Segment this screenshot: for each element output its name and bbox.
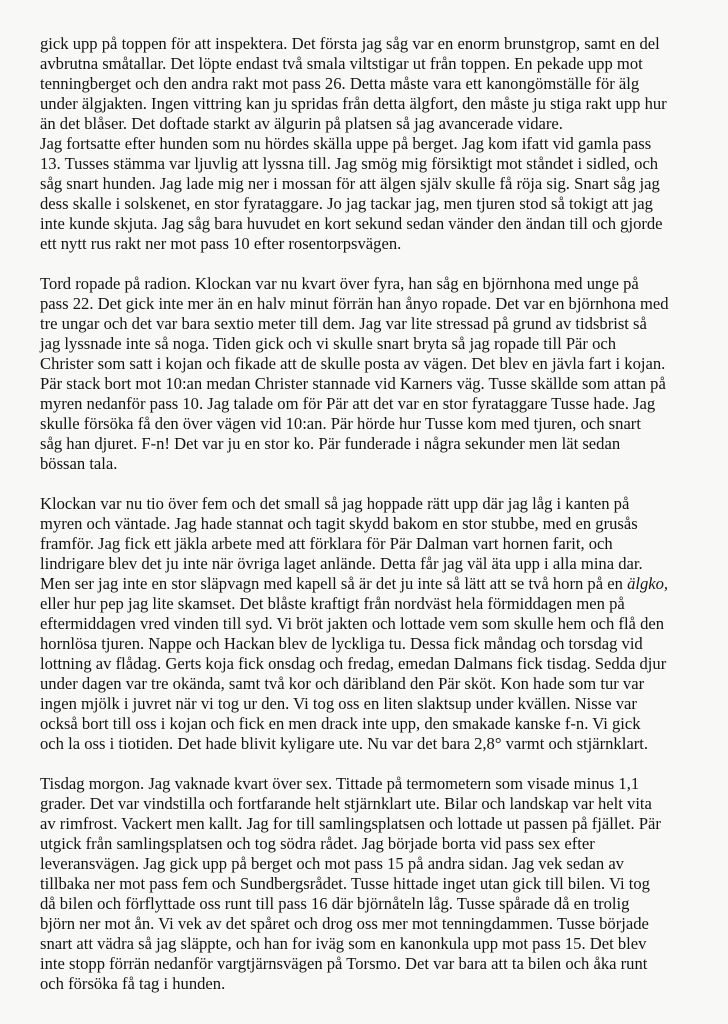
- text-line: och la oss i tiotiden. Det hade blivit kyligare ute. Nu var det bara 2,8° varmt och stjärnklart.: [40, 734, 648, 753]
- text-line: eftermiddagen vred vinden till syd. Vi bröt jakten och lottade vem som skulle hem och flå den: [40, 614, 665, 633]
- text-line: såg han djuret. F-n! Det var ju en stor ko. Pär funderade i några sekunder men lät sedan: [40, 434, 621, 453]
- text-line: ett nytt rus rakt ner mot pass 10 efter rosentorpsvägen.: [40, 234, 402, 253]
- text-line: också bort till oss i kojan och fick en men drack inte upp, den smakade kanske f-n. Vi gick: [40, 714, 641, 733]
- text-line: utgick från samlingsplatsen och tog södra rådet. Jag började borta vid pass sex efter: [40, 834, 595, 853]
- text-line: avbrutna småtallar. Det löpte endast två smala viltstigar ut från toppen. En pekade upp mot: [40, 54, 643, 73]
- text-line: 13. Tusses stämma var ljuvlig att lyssna till. Jag smög mig försiktigt mot ståndet i sidled, och: [40, 154, 659, 173]
- text-line: tre ungar och det var bara sextio meter till dem. Jag var lite stressad på grund av tidsbrist så: [40, 314, 647, 333]
- text-line: dess skalle i solskenet, en stor fyrataggare. Jo jag tackar jag, men tjuren stod så tokigt att jag: [40, 194, 653, 213]
- text-line: pass 22. Det gick inte mer än en halv minut förrän han ånyo ropade. Det var en björnhona med: [40, 294, 669, 313]
- text-line: bössan tala.: [40, 454, 118, 473]
- text-line: hornlösa tjuren. Nappe och Hackan blev de lyckliga tu. Dessa fick måndag och torsdag vid: [40, 634, 643, 653]
- text-line: under dagen var tre okända, samt två kor och däribland den Pär sköt. Kon hade som tur var: [40, 674, 645, 693]
- italic-word: älgko,: [627, 574, 669, 593]
- text-line: skulle försöka få den över vägen vid 10:an. Pär hörde hur Tusse kom med tjuren, och snart: [40, 414, 641, 433]
- paragraph-2: [40, 274, 700, 474]
- text-line: Tisdag morgon. Jag vaknade kvart över sex. Tittade på termometern som visade minus 1,1: [40, 774, 640, 793]
- text-line: eller hur pep jag lite skamset. Det blåste kraftigt från nordväst hela förmiddagen men på: [40, 594, 625, 613]
- paragraph-4: [40, 774, 700, 994]
- text-line: lottning av flådag. Gerts koja fick onsdag och fredag, emedan Dalmans fick tisdag. Sedda djur: [40, 654, 667, 673]
- paragraph-3: [40, 494, 700, 754]
- text-line-with-italic: [40, 574, 700, 594]
- text-line: Christer som satt i kojan och fikade att de skulle posta av vägen. Det blev en jävla fart i kojan.: [40, 354, 666, 373]
- text-line: myren och väntade. Jag hade stannat och tagit skydd bakom en stor stubbe, med en grusås: [40, 514, 638, 533]
- text-line: tenningberget och den andra rakt mot pass 26. Detta måste vara ett kanongömställe för älg: [40, 74, 640, 93]
- text-line: gick upp på toppen för att inspektera. Det första jag såg var en enorm brunstgrop, samt en del: [40, 34, 660, 53]
- text-line: snart att vädra så jag släppte, och han for iväg som en kanonkula upp mot pass 15. Det blev: [40, 934, 647, 953]
- text-line: jag lyssnade inte så noga. Tiden gick och vi skulle snart bryta så jag ropade till Pär och: [40, 334, 617, 353]
- text-line: då bilen och förflyttade oss runt till pass 16 där björnåteln låg. Tusse spårade då en trolig: [40, 894, 630, 913]
- text-line: Pär stack bort mot 10:an medan Christer stannade vid Karners väg. Tusse skällde som attan på: [40, 374, 666, 393]
- text-line: av rimfrost. Vackert men kallt. Jag for till samlingsplatsen och lottade ut passen på fjället. Pär: [40, 814, 661, 833]
- text-line: grader. Det var vindstilla och fortfarande helt stjärnklart ute. Bilar och landskap var helt vita: [40, 794, 652, 813]
- text-line: myren nedanför pass 10. Jag talade om för Pär att det var en stor fyrataggare Tusse hade. Jag: [40, 394, 656, 413]
- text-line: framför. Jag fick ett jäkla arbete med att förklara för Pär Dalman vart hornen farit, och: [40, 534, 613, 553]
- text-line: Klockan var nu tio över fem och det small så jag hoppade rätt upp där jag låg i kanten på: [40, 494, 630, 513]
- text-line: tillbaka ner mot pass fem och Sundbergsrådet. Tusse hittade inget utan gick till bilen. Vi tog: [40, 874, 650, 893]
- text-line: såg snart hunden. Jag lade mig ner i mossan för att älgen själv skulle få röja sig. Snart såg jag: [40, 174, 660, 193]
- text-line: Tord ropade på radion. Klockan var nu kvart över fyra, han såg en björnhona med unge på: [40, 274, 639, 293]
- paragraph-1: [40, 34, 700, 254]
- text-line: och försöka få tag i hunden.: [40, 974, 226, 993]
- text-line: lindrigare blev det ju inte när övriga laget anlände. Detta får jag väl äta upp i alla mina dar.: [40, 554, 643, 573]
- text-line: under älgjakten. Ingen vittring kan ju spridas från detta älgfort, den måste ju stiga rakt upp hur: [40, 94, 667, 113]
- text-line: Jag fortsatte efter hunden som nu hördes skälla uppe på berget. Jag kom ifatt vid gamla pass: [40, 134, 652, 153]
- text-line: ingen mjölk i juvret när vi tog ur den. Vi tog oss en liten slaktsup under kvällen. Nisse var: [40, 694, 637, 713]
- text-line: inte stopp förrän nedanför vargtjärnsvägen på Torsmo. Det var bara att ta bilen och åka runt: [40, 954, 648, 973]
- text-line: än det blåser. Det doftade starkt av älgurin på platsen så jag avancerade vidare.: [40, 114, 563, 133]
- text-line: inte kunde skjuta. Jag såg bara huvudet en kort sekund sedan vänder den ändan till och gjorde: [40, 214, 663, 233]
- text-segment: Men ser jag inte en stor släpvagn med kapell så är det ju inte så lätt att se två horn på en: [40, 574, 628, 593]
- body-text: [40, 34, 700, 1014]
- text-line: björn ner mot ån. Vi vek av det spåret och drog oss mer mot tenningdammen. Tusse började: [40, 914, 649, 933]
- text-line: leveransvägen. Jag gick upp på berget och mot pass 15 på andra sidan. Jag vek sedan av: [40, 854, 624, 873]
